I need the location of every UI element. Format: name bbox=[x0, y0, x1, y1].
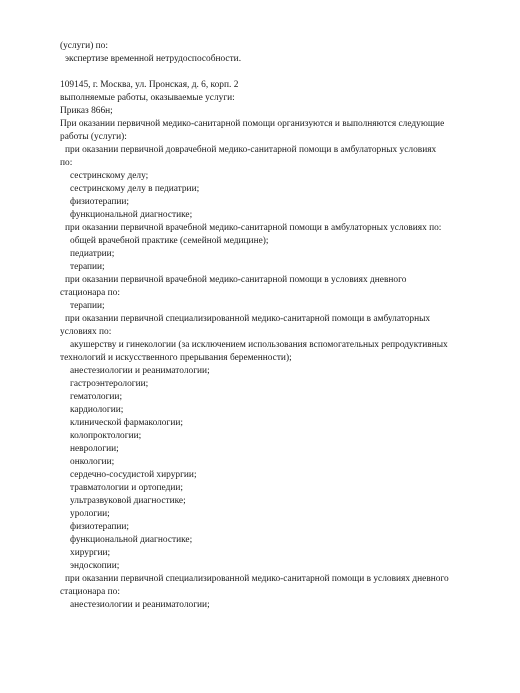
list-item: физиотерапии; bbox=[70, 522, 130, 532]
address-line: 109145, г. Москва, ул. Пронская, д. 6, корп. 2 bbox=[60, 80, 239, 90]
list-item: функциональной диагностике; bbox=[70, 210, 193, 220]
list-item: травматологии и ортопедии; bbox=[70, 483, 183, 493]
section-heading: при оказании первичной специализированной медико-санитарной помощи в амбулаторных bbox=[65, 314, 431, 324]
text-line: технологий и искусственного прерывания беременности); bbox=[60, 353, 292, 363]
section-heading: при оказании первичной специализированной медико-санитарной помощи в условиях дневного bbox=[65, 574, 449, 584]
section-heading: при оказании первичной врачебной медико-санитарной помощи в условиях дневного bbox=[65, 275, 407, 285]
section-heading: при оказании первичной врачебной медико-санитарной помощи в амбулаторных условиях по: bbox=[65, 223, 442, 233]
list-item: хирургии; bbox=[70, 548, 111, 558]
list-item: анестезиологии и реаниматологии; bbox=[70, 600, 210, 610]
text-line: условиях по: bbox=[60, 327, 112, 337]
list-item: общей врачебной практике (семейной медицине); bbox=[70, 236, 269, 246]
list-item: педиатрии; bbox=[70, 249, 115, 259]
list-item: сердечно-сосудистой хирургии; bbox=[70, 470, 197, 480]
list-item: акушерству и гинекологии (за исключением использования вспомогательных репродуктивных bbox=[70, 340, 448, 350]
list-item: клинической фармакологии; bbox=[70, 418, 183, 428]
text-line: работы (услуги): bbox=[60, 132, 127, 142]
list-item: онкологии; bbox=[70, 457, 115, 467]
list-item: ультразвуковой диагностике; bbox=[70, 496, 186, 506]
list-item: физиотерапии; bbox=[70, 197, 130, 207]
section-heading: при оказании первичной доврачебной медико-санитарной помощи в амбулаторных условиях bbox=[65, 145, 437, 155]
text-line: по: bbox=[60, 158, 73, 168]
list-item: сестринскому делу; bbox=[70, 171, 149, 181]
text-line: (услуги) по: bbox=[60, 41, 108, 51]
text-line: стационара по: bbox=[60, 288, 120, 298]
list-item: функциональной диагностике; bbox=[70, 535, 193, 545]
list-item: сестринскому делу в педиатрии; bbox=[70, 184, 200, 194]
text-line: При оказании первичной медико-санитарной помощи организуются и выполняются следующие bbox=[60, 119, 445, 129]
list-item: колопроктологии; bbox=[70, 431, 142, 441]
text-line: выполняемые работы, оказываемые услуги: bbox=[60, 93, 235, 103]
list-item: гастроэнтерологии; bbox=[70, 379, 149, 389]
list-item: кардиологии; bbox=[70, 405, 124, 415]
text-line: экспертизе временной нетрудоспособности. bbox=[65, 54, 242, 64]
list-item: гематологии; bbox=[70, 392, 123, 402]
text-line: стационара по: bbox=[60, 587, 120, 597]
list-item: терапии; bbox=[70, 262, 105, 272]
list-item: урологии; bbox=[70, 509, 110, 519]
list-item: анестезиологии и реаниматологии; bbox=[70, 366, 210, 376]
list-item: терапии; bbox=[70, 301, 105, 311]
list-item: эндоскопии; bbox=[70, 561, 120, 571]
text-line: Приказ 866н; bbox=[60, 106, 113, 116]
list-item: неврологии; bbox=[70, 444, 119, 454]
